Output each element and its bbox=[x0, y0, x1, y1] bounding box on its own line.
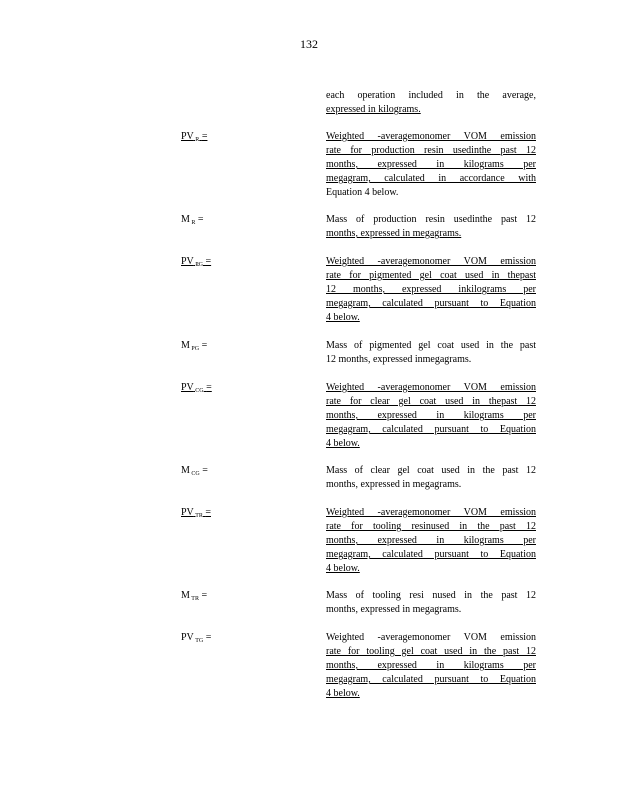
definition-term bbox=[181, 506, 215, 523]
term-equals: = bbox=[201, 131, 208, 142]
term-equals: = bbox=[201, 590, 208, 601]
term-subscript: PG bbox=[193, 262, 203, 268]
term-equals: = bbox=[205, 507, 211, 518]
definition-term bbox=[181, 589, 207, 606]
definition-line-text: Equation 4 below. bbox=[326, 187, 399, 198]
definition-line bbox=[326, 297, 536, 311]
definition-line-text: 4 below. bbox=[326, 688, 360, 699]
definition-line-text: 4 below. bbox=[326, 563, 360, 574]
term-subscript: CG bbox=[189, 471, 200, 477]
definition-line bbox=[326, 631, 536, 645]
definition-line bbox=[326, 673, 536, 687]
definition-line bbox=[326, 395, 536, 409]
definition-term bbox=[181, 381, 216, 398]
definition-term bbox=[181, 631, 211, 648]
term-equals: = bbox=[206, 382, 212, 393]
definition-line-text: Weighted -averagemonomer VOM emission bbox=[326, 256, 536, 267]
definition-line bbox=[326, 478, 461, 492]
definition-term bbox=[181, 255, 215, 272]
definition-line bbox=[326, 339, 536, 353]
definition-line-text: Mass of pigmented gel coat used in the past bbox=[326, 340, 536, 351]
definition-line bbox=[326, 144, 536, 158]
definition-line bbox=[326, 311, 366, 325]
definition-line-text: Mass of production resin usedinthe past 12 bbox=[326, 214, 536, 225]
definition-line bbox=[326, 255, 536, 269]
definition-line-text: megagram, calculated pursuant to Equation bbox=[326, 298, 536, 309]
definition-line bbox=[326, 269, 536, 283]
term-symbol: M bbox=[181, 340, 190, 351]
definition-line-text: 4 below. bbox=[326, 438, 360, 449]
definition-line-text: megagram, calculated pursuant to Equation bbox=[326, 424, 536, 435]
definition-line-text: rate for production resin usedinthe past 12 bbox=[326, 145, 536, 156]
definition-line-text: Weighted -averagemonomer VOM emission bbox=[326, 131, 536, 142]
term-equals: = bbox=[205, 256, 212, 267]
term-symbol: M bbox=[181, 465, 190, 476]
page-number: 132 bbox=[300, 37, 318, 51]
term-equals: = bbox=[201, 340, 208, 351]
term-equals: = bbox=[197, 214, 204, 225]
definition-line-text: rate for tooling resinused in the past 12 bbox=[326, 521, 536, 532]
term-symbol: PV bbox=[181, 256, 194, 267]
term-symbol: PV bbox=[181, 131, 194, 142]
definition-line-text: 12 months, expressed inmegagrams. bbox=[326, 354, 472, 365]
term-subscript: CG bbox=[193, 388, 204, 394]
definition-line bbox=[326, 381, 536, 395]
definition-line bbox=[326, 520, 536, 534]
definition-line-text: megagram, calculated pursuant to Equation bbox=[326, 674, 536, 685]
definition-line bbox=[326, 227, 467, 241]
term-symbol: M bbox=[181, 590, 190, 601]
definition-line bbox=[326, 409, 536, 423]
definition-line-text: months, expressed in kilograms per bbox=[326, 159, 536, 170]
definition-line bbox=[326, 353, 471, 367]
term-subscript: PG bbox=[189, 346, 200, 352]
definition-line bbox=[326, 186, 398, 200]
intro-line bbox=[326, 103, 449, 117]
definition-line bbox=[326, 603, 461, 617]
definition-line bbox=[326, 464, 536, 478]
term-symbol: PV bbox=[181, 507, 194, 518]
definition-term bbox=[181, 130, 211, 147]
definition-line bbox=[326, 158, 536, 172]
definition-line-text: rate for pigmented gel coat used in thepast bbox=[326, 270, 536, 281]
definition-line-text: Weighted -averagemonomer VOM emission bbox=[326, 507, 536, 518]
definition-line-text: months, expressed in kilograms per bbox=[326, 660, 536, 671]
definition-line bbox=[326, 423, 536, 437]
definition-line-text: megagram, calculated in accordance with bbox=[326, 173, 536, 184]
definition-line bbox=[326, 589, 536, 603]
definition-line bbox=[326, 687, 366, 701]
definition-line bbox=[326, 645, 536, 659]
definition-line-text: rate for tooling gel coat used in the past 12 bbox=[326, 646, 536, 657]
definition-line bbox=[326, 506, 536, 520]
definition-line-text: 4 below. bbox=[326, 312, 360, 323]
definition-line-text: months, expressed in megagrams. bbox=[326, 604, 462, 615]
term-symbol: PV bbox=[181, 632, 194, 643]
intro-line-text: each operation included in the average, bbox=[326, 90, 536, 101]
definition-line bbox=[326, 437, 366, 451]
term-subscript: TG bbox=[193, 638, 204, 644]
definition-term bbox=[181, 339, 207, 356]
definition-line bbox=[326, 659, 536, 673]
intro-line-text: expressed in kilograms. bbox=[326, 104, 421, 115]
term-subscript: TR bbox=[189, 596, 199, 602]
definition-line bbox=[326, 548, 536, 562]
term-subscript: TR bbox=[193, 513, 203, 519]
definition-line-text: months, expressed in kilograms per bbox=[326, 410, 536, 421]
definition-line-text: Mass of tooling resi nused in the past 12 bbox=[326, 590, 536, 601]
term-subscript: R bbox=[189, 220, 196, 226]
definition-line-text: 12 months, expressed inkilograms per bbox=[326, 284, 536, 295]
definition-line bbox=[326, 130, 536, 144]
definition-line bbox=[326, 283, 536, 297]
definition-line bbox=[326, 534, 536, 548]
term-symbol: PV bbox=[181, 382, 194, 393]
definition-line bbox=[326, 172, 536, 186]
definition-line-text: megagram, calculated pursuant to Equation bbox=[326, 549, 536, 560]
definition-line-text: months, expressed in megagrams. bbox=[326, 479, 462, 490]
definition-line-text: Weighted -averagemonomer VOM emission bbox=[326, 382, 536, 393]
term-symbol: M bbox=[181, 214, 190, 225]
definition-line-text: Mass of clear gel coat used in the past 12 bbox=[326, 465, 536, 476]
intro-line bbox=[326, 89, 536, 103]
definition-line-text: months, expressed in megagrams. bbox=[326, 228, 462, 239]
definition-term bbox=[181, 464, 208, 481]
definition-line-text: Weighted -averagemonomer VOM emission bbox=[326, 632, 536, 643]
definition-line bbox=[326, 213, 536, 227]
definition-term bbox=[181, 213, 204, 230]
definition-line-text: months, expressed in kilograms per bbox=[326, 535, 536, 546]
definition-line-text: rate for clear gel coat used in thepast 12 bbox=[326, 396, 536, 407]
term-equals: = bbox=[205, 632, 212, 643]
term-subscript: R bbox=[193, 137, 200, 143]
term-equals: = bbox=[202, 465, 208, 476]
definition-line bbox=[326, 562, 366, 576]
